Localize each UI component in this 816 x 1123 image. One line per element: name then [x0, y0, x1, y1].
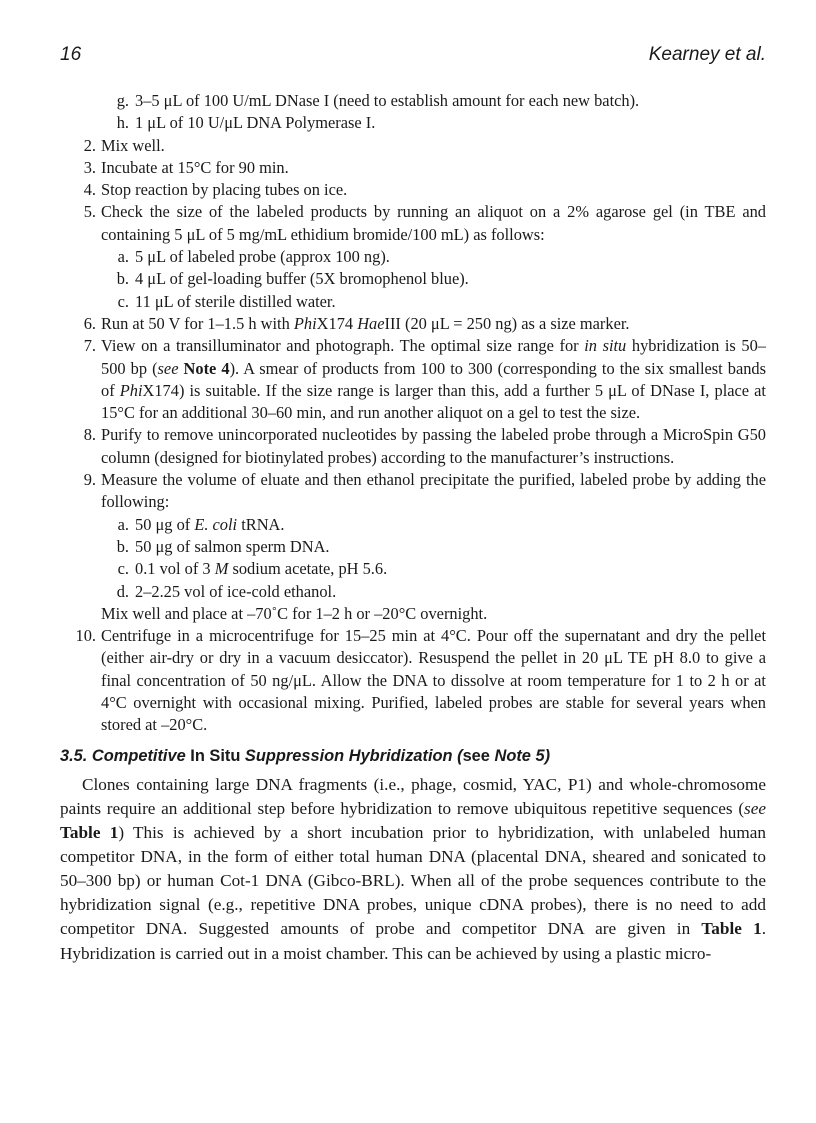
substep-text: 4 μL of gel-loading buffer (5X bromophenol blue).	[135, 269, 469, 289]
section-heading: 3.5. Competitive In Situ Suppression Hybridization (see Note 5)	[60, 746, 551, 765]
step-2	[60, 135, 766, 157]
step-5	[60, 201, 766, 246]
table-1-reference: Table 1	[60, 823, 119, 843]
step-number: 8.	[83, 425, 96, 445]
step-text: Run at 50 V for 1–1.5 h with PhiX174 HaeIII (20 μL = 250 ng) as a size marker.	[101, 313, 630, 333]
step-9-substep-b	[60, 536, 766, 558]
substep-text: 50 μg of salmon sperm DNA.	[135, 536, 330, 556]
step-text: Stop reaction by placing tubes on ice.	[101, 180, 348, 200]
running-head-authors: Kearney et al.	[648, 44, 766, 65]
substep-letter: b.	[116, 536, 129, 556]
step-text: Incubate at 15°C for 90 min.	[101, 157, 289, 177]
substep-letter: a.	[117, 514, 129, 534]
substep-letter: c.	[117, 559, 129, 579]
step-number: 2.	[83, 135, 96, 155]
page-body	[60, 90, 766, 966]
step-9-substep-d	[60, 581, 766, 603]
step-number: 7.	[83, 336, 96, 356]
step-5-substep-b	[60, 268, 766, 290]
note-4-reference: Note 4	[178, 358, 230, 378]
step-3	[60, 157, 766, 179]
substep-g	[60, 90, 766, 112]
page-number: 16	[60, 44, 82, 65]
step-text: Check the size of the labeled products by running an aliquot on a 2% agarose gel (in TBE and containing 5 μL of 5 mg/mL ethidium bromide/100 mL) as follows:	[101, 202, 766, 244]
substep-letter: b.	[116, 269, 129, 289]
step-text: Purify to remove unincorporated nucleotides by passing the labeled probe through a MicroSpin G50 column (designed for biotinylated probes) according to the manufacturer’s instructions.	[101, 425, 766, 467]
step-5-substep-a	[60, 246, 766, 268]
substep-letter: g.	[116, 91, 129, 110]
substep-letter: c.	[117, 291, 129, 311]
substep-text: 2–2.25 vol of ice-cold ethanol.	[135, 581, 337, 601]
substep-text: 11 μL of sterile distilled water.	[135, 291, 336, 311]
step-number: 4.	[83, 180, 96, 200]
step-number: 3.	[83, 157, 96, 177]
step-10	[60, 625, 766, 736]
substep-text: 3–5 μL of 100 U/mL DNase I (need to establish amount for each new batch).	[135, 91, 640, 110]
step-9	[60, 469, 766, 514]
step-7	[60, 335, 766, 424]
step-4	[60, 179, 766, 201]
substep-h	[60, 112, 766, 134]
step-number: 6.	[83, 313, 96, 333]
step-number: 10.	[75, 626, 96, 646]
step-text: Measure the volume of eluate and then ethanol precipitate the purified, labeled probe by adding the following:	[101, 470, 766, 512]
body-paragraph: Clones containing large DNA fragments (i.e., phage, cosmid, YAC, P1) and whole-chromosome paints require an additional step before hybridization to remove ubiquitous repetitive sequences (see Table 1) This is achieved by a short incubation prior to hybridization, with unlabeled human competitor DNA, in the form of either total human DNA (placental DNA, sheared and sonicated to 50–300 bp) or human Cot-1 DNA (Gibco-BRL). When all of the probe sequences contribute to the hybridization signal (e.g., repetitive DNA probes, unique cDNA probes), there is no need to add competitor DNA. Suggested amounts of probe and competitor DNA are given in Table 1. Hybridization is carried out in a moist chamber. This can be achieved by using a plastic micro-	[60, 774, 766, 963]
substep-letter: d.	[116, 581, 129, 601]
step-text: View on a transilluminator and photograph. The optimal size range for in situ hybridization is 50–500 bp (see Note 4). A smear of products from 100 to 300 (corresponding to the six smallest bands of PhiX174) is suitable. If the size range is larger than this, add a further 5 μL of DNase I, place at 15°C for an additional 30–60 min, and run another aliquot on a gel to test the size.	[101, 336, 766, 423]
substep-letter: h.	[116, 113, 129, 133]
step-9-substep-c	[60, 558, 766, 580]
step-5-substep-c	[60, 291, 766, 313]
substep-text: 0.1 vol of 3 M sodium acetate, pH 5.6.	[135, 559, 388, 579]
step-number: 9.	[83, 470, 96, 490]
step-number: 5.	[83, 202, 96, 222]
step-text: Centrifuge in a microcentrifuge for 15–25 min at 4°C. Pour off the supernatant and dry the pellet (either air-dry or dry in a vacuum desiccator). Resuspend the pellet in 20 μL TE pH 8.0 to give a final concentration of 50 ng/μL. Allow the DNA to dissolve at room temperature for 1 to 2 h or at 4°C overnight with occasional mixing. Purified, labeled probes are stable for several years when stored at –20°C.	[101, 626, 766, 735]
step-9-substep-a	[60, 514, 766, 536]
step-8	[60, 424, 766, 469]
substep-text: 5 μL of labeled probe (approx 100 ng).	[135, 247, 390, 267]
step-9-continuation: Mix well and place at –70˚C for 1–2 h or –20°C overnight.	[101, 603, 488, 623]
substep-letter: a.	[117, 247, 129, 267]
step-text: Mix well.	[101, 135, 165, 155]
substep-text: 1 μL of 10 U/μL DNA Polymerase I.	[135, 113, 376, 133]
substep-text: 50 μg of E. coli tRNA.	[135, 514, 285, 534]
table-1-reference: Table 1	[701, 919, 762, 939]
step-6	[60, 313, 766, 335]
